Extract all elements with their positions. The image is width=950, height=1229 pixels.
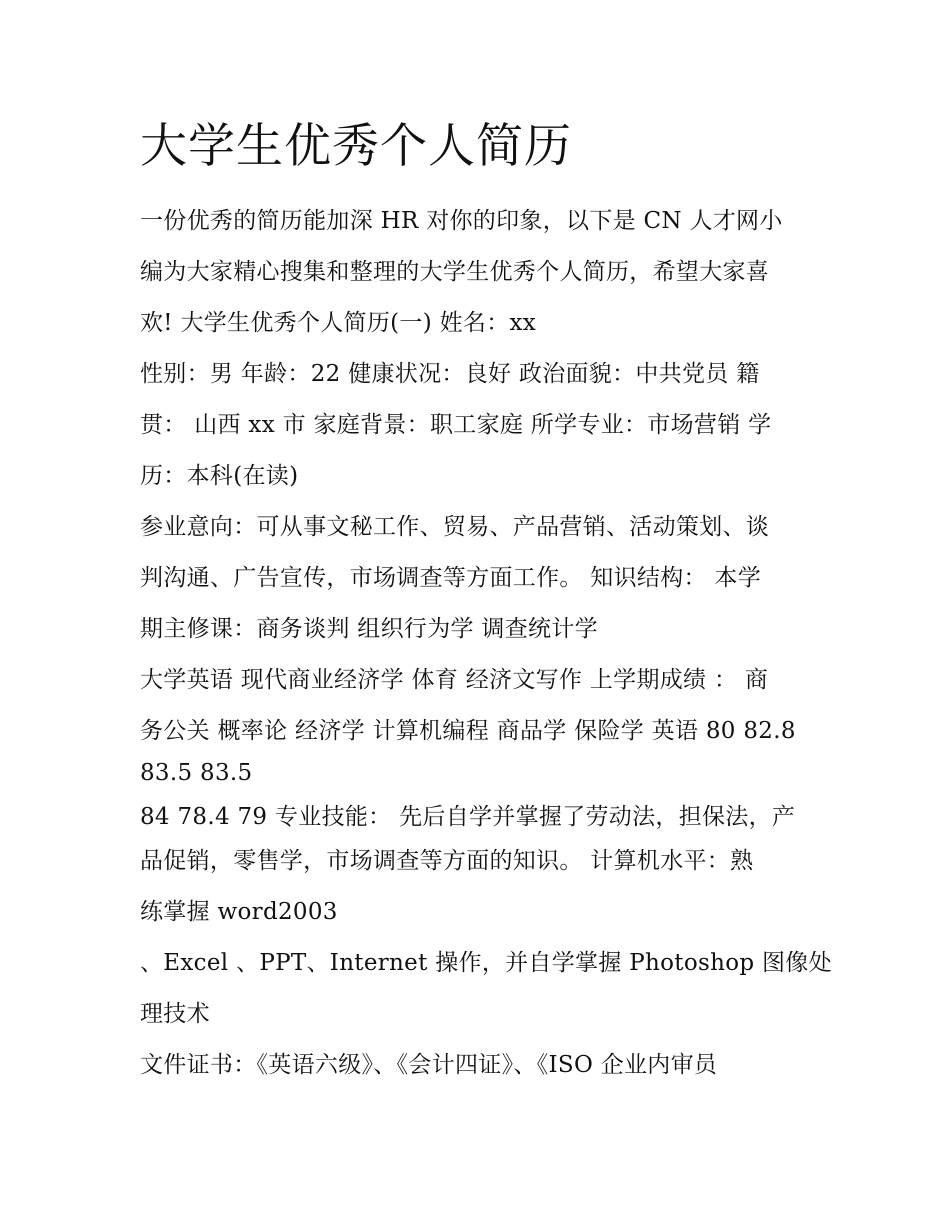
body-line: 一份优秀的简历能加深 HR 对你的印象，以下是 CN 人才网小 — [140, 208, 783, 234]
body-line: 、Excel 、PPT、Internet 操作，并自学掌握 Photoshop 图像处 — [140, 950, 832, 976]
body-line: 务公关 概率论 经济学 计算机编程 商品学 保险学 英语 80 82.8 — [140, 718, 796, 744]
body-line: 大学英语 现代商业经济学 体育 经济文写作 上学期成绩 ： 商 — [140, 667, 769, 693]
body-line: 理技术 — [140, 1001, 210, 1027]
body-line: 欢! 大学生优秀个人简历(一) 姓名：xx — [140, 310, 537, 336]
body-line: 历：本科(在读) — [140, 463, 299, 489]
body-line: 判沟通、广告宣传，市场调查等方面工作。 知识结构： 本学 — [140, 565, 762, 591]
body-line: 贯： 山西 xx 市 家庭背景：职工家庭 所学专业：市场营销 学 — [140, 412, 772, 438]
body-line: 83.5 83.5 — [140, 760, 253, 786]
body-line: 参业意向：可从事文秘工作、贸易、产品营销、活动策划、谈 — [140, 514, 770, 540]
body-line: 84 78.4 79 专业技能： 先后自学并掌握了劳动法，担保法，产 — [140, 804, 796, 830]
body-line: 练掌握 word2003 — [140, 899, 338, 925]
body-line: 性别：男 年龄：22 健康状况：良好 政治面貌：中共党员 籍 — [140, 361, 760, 387]
body-line: 期主修课：商务谈判 组织行为学 调查统计学 — [140, 616, 598, 642]
document-body — [140, 196, 832, 1091]
body-line: 品促销，零售学，市场调查等方面的知识。 计算机水平：熟 — [140, 848, 754, 874]
body-line: 文件证书：《英语六级》、《会计四证》、《ISO 企业内审员 — [140, 1052, 718, 1078]
document-title: 大学生优秀个人简历 — [140, 119, 572, 174]
body-line: 编为大家精心搜集和整理的大学生优秀个人简历，希望大家喜 — [140, 259, 770, 285]
